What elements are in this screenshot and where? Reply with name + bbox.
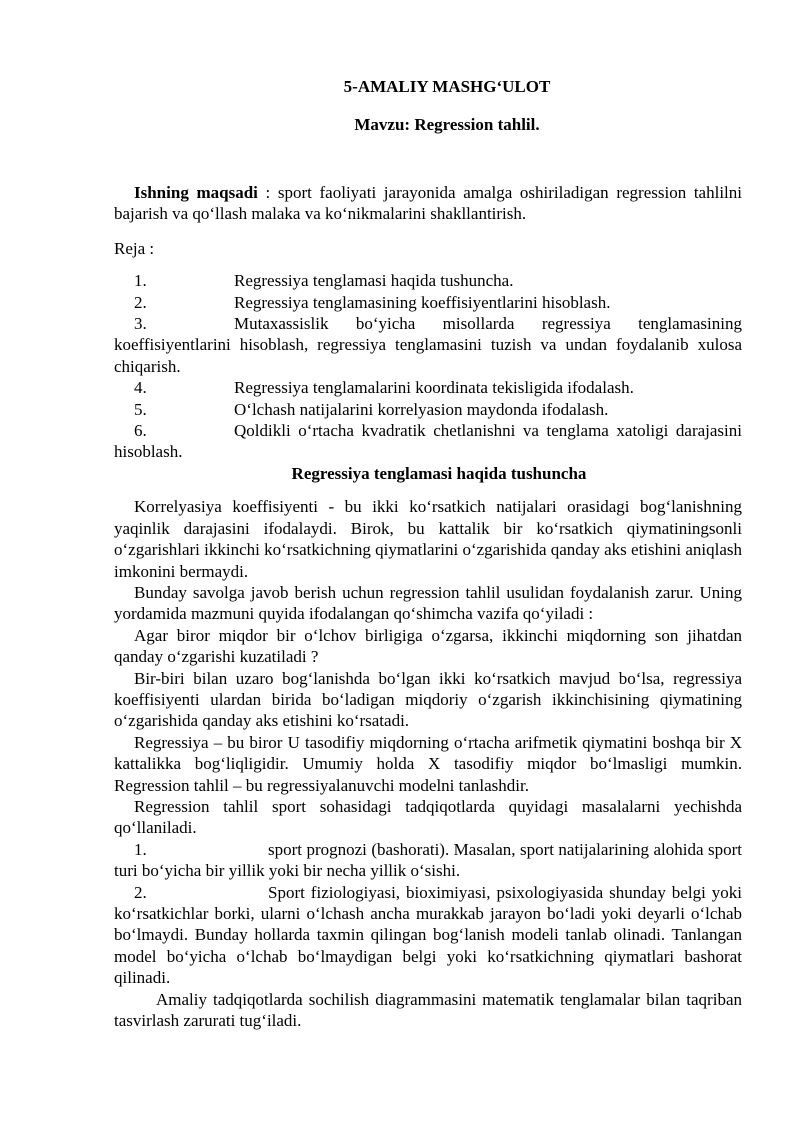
- plan-item: [114, 377, 742, 398]
- plan-item: [114, 270, 742, 291]
- task-item-text: sport prognozi (bashorati). Masalan, sport natijalarining alohida sport turi bo‘yicha bir yillik yoki bir necha yillik o‘sishi.: [114, 839, 742, 881]
- plan-item: [114, 420, 742, 463]
- plan-item-number: 4.: [134, 378, 147, 398]
- body-paragraph: Regression tahlil sport sohasidagi tadqiqotlarda quyidagi masalalarni yechishda qo‘llaniladi.: [114, 796, 742, 838]
- plan-item: [114, 399, 742, 420]
- plan-item-number: 1.: [134, 271, 147, 291]
- plan-item-text: Qoldikli o‘rtacha kvadratik chetlanishni va tenglama xatoligi darajasini hisoblash.: [114, 421, 742, 462]
- task-item-number: 1.: [134, 839, 147, 859]
- body-paragraph: Regressiya – bu biror U tasodifiy miqdorning o‘rtacha arifmetik qiymatini boshqa bir X kattalikka bog‘liqligidir. Umumiy holda X tasodifiy miqdor bo‘lmasligi mumkin. Regression tahlil – bu regressiyalanuvchi modelni tanlashdir.: [114, 732, 742, 795]
- body-paragraph: Agar biror miqdor bir o‘lchov birligiga o‘zgarsa, ikkinchi miqdorning son jihatdan qanday o‘zgarishi kuzatiladi ?: [114, 625, 742, 667]
- plan-item-number: 2.: [134, 292, 147, 312]
- section-body: [114, 496, 742, 1031]
- plan-item-text: Regressiya tenglamasining koeffisiyentlarini hisoblash.: [234, 292, 611, 312]
- closing-paragraph: Amaliy tadqiqotlarda sochilish diagrammasini matematik tenglamalar bilan taqriban tasvirlash zarurati tug‘iladi.: [114, 989, 742, 1031]
- body-paragraph: Korrelyasiya koeffisiyenti - bu ikki ko‘rsatkich natijalari orasidagi bog‘lanishning yaqinlik darajasini ifodalaydi. Birok, bu kattalik bir ko‘rsatkich qiymatiningsonli o‘zgarishlari ikkinchi ko‘rsatkichning qiymatlarini o‘zgarishida qanday aks etishini aniqlash imkonini bermaydi.: [114, 497, 742, 581]
- plan-label: Reja :: [114, 238, 155, 258]
- plan-item-text: Mutaxassislik bo‘yicha misollarda regressiya tenglamasining koeffisiyentlarini hisoblash, regressiya tenglamasini tuzish va undan foydalanib xulosa chiqarish.: [114, 314, 742, 376]
- goal-paragraph: [114, 182, 742, 225]
- goal-text: : sport faoliyati jarayonida amalga oshiriladigan regression tahlilni bajarish va qo‘llash malaka va ko‘nikmalarini shakllantirish.: [114, 183, 742, 224]
- plan-item-text: Regressiya tenglamasi haqida tushuncha.: [234, 271, 514, 291]
- page-subtitle: Mavzu: Regression tahlil.: [354, 115, 540, 134]
- plan-item-text: Regressiya tenglamalarini koordinata tekisligida ifodalash.: [234, 378, 634, 398]
- page-title: 5-AMALIY MASHG‘ULOT: [343, 77, 551, 96]
- task-item: [114, 882, 742, 989]
- plan-item-number: 6.: [134, 421, 147, 441]
- task-item: [114, 839, 742, 882]
- plan-item-number: 3.: [134, 314, 147, 334]
- task-item-number: 2.: [134, 882, 147, 902]
- plan-list: [114, 270, 742, 463]
- body-paragraph: Bir-biri bilan uzaro bog‘lanishda bo‘lgan ikki ko‘rsatkich mavjud bo‘lsa, regressiya koeffisiyenti ulardan birida bo‘ladigan miqdoriy o‘zgarish ikkinchisining qiymatining o‘zgarishida qanday aks etishini ko‘rsatadi.: [114, 668, 742, 731]
- plan-item: [114, 313, 742, 377]
- task-item-text: Sport fiziologiyasi, bioximiyasi, psixologiyasida shunday belgi yoki ko‘rsatkichlar borki, ularni o‘lchash ancha murakkab jarayon bo‘ladi yoki deyarli o‘lchab bo‘lmaydi. Bunday hollarda taxmin qilingan bog‘lanish modeli tanlab olinadi. Tanlangan model bo‘yicha o‘lchab bo‘lmaydigan belgi yoki ko‘rsatkichning qiymatlari bashorat qilinadi.: [114, 882, 742, 988]
- plan-item-text: O‘lchash natijalarini korrelyasion maydonda ifodalash.: [234, 399, 609, 419]
- document-page: [114, 74, 742, 1031]
- goal-label: Ishning maqsadi: [134, 183, 258, 202]
- plan-item-number: 5.: [134, 399, 147, 419]
- plan-item: [114, 292, 742, 313]
- body-paragraph: Bunday savolga javob berish uchun regression tahlil usulidan foydalanish zarur. Uning yordamida mazmuni quyida ifodalangan qo‘shimcha vazifa qo‘yiladi :: [114, 582, 742, 624]
- section-heading: Regressiya tenglamasi haqida tushuncha: [291, 463, 587, 483]
